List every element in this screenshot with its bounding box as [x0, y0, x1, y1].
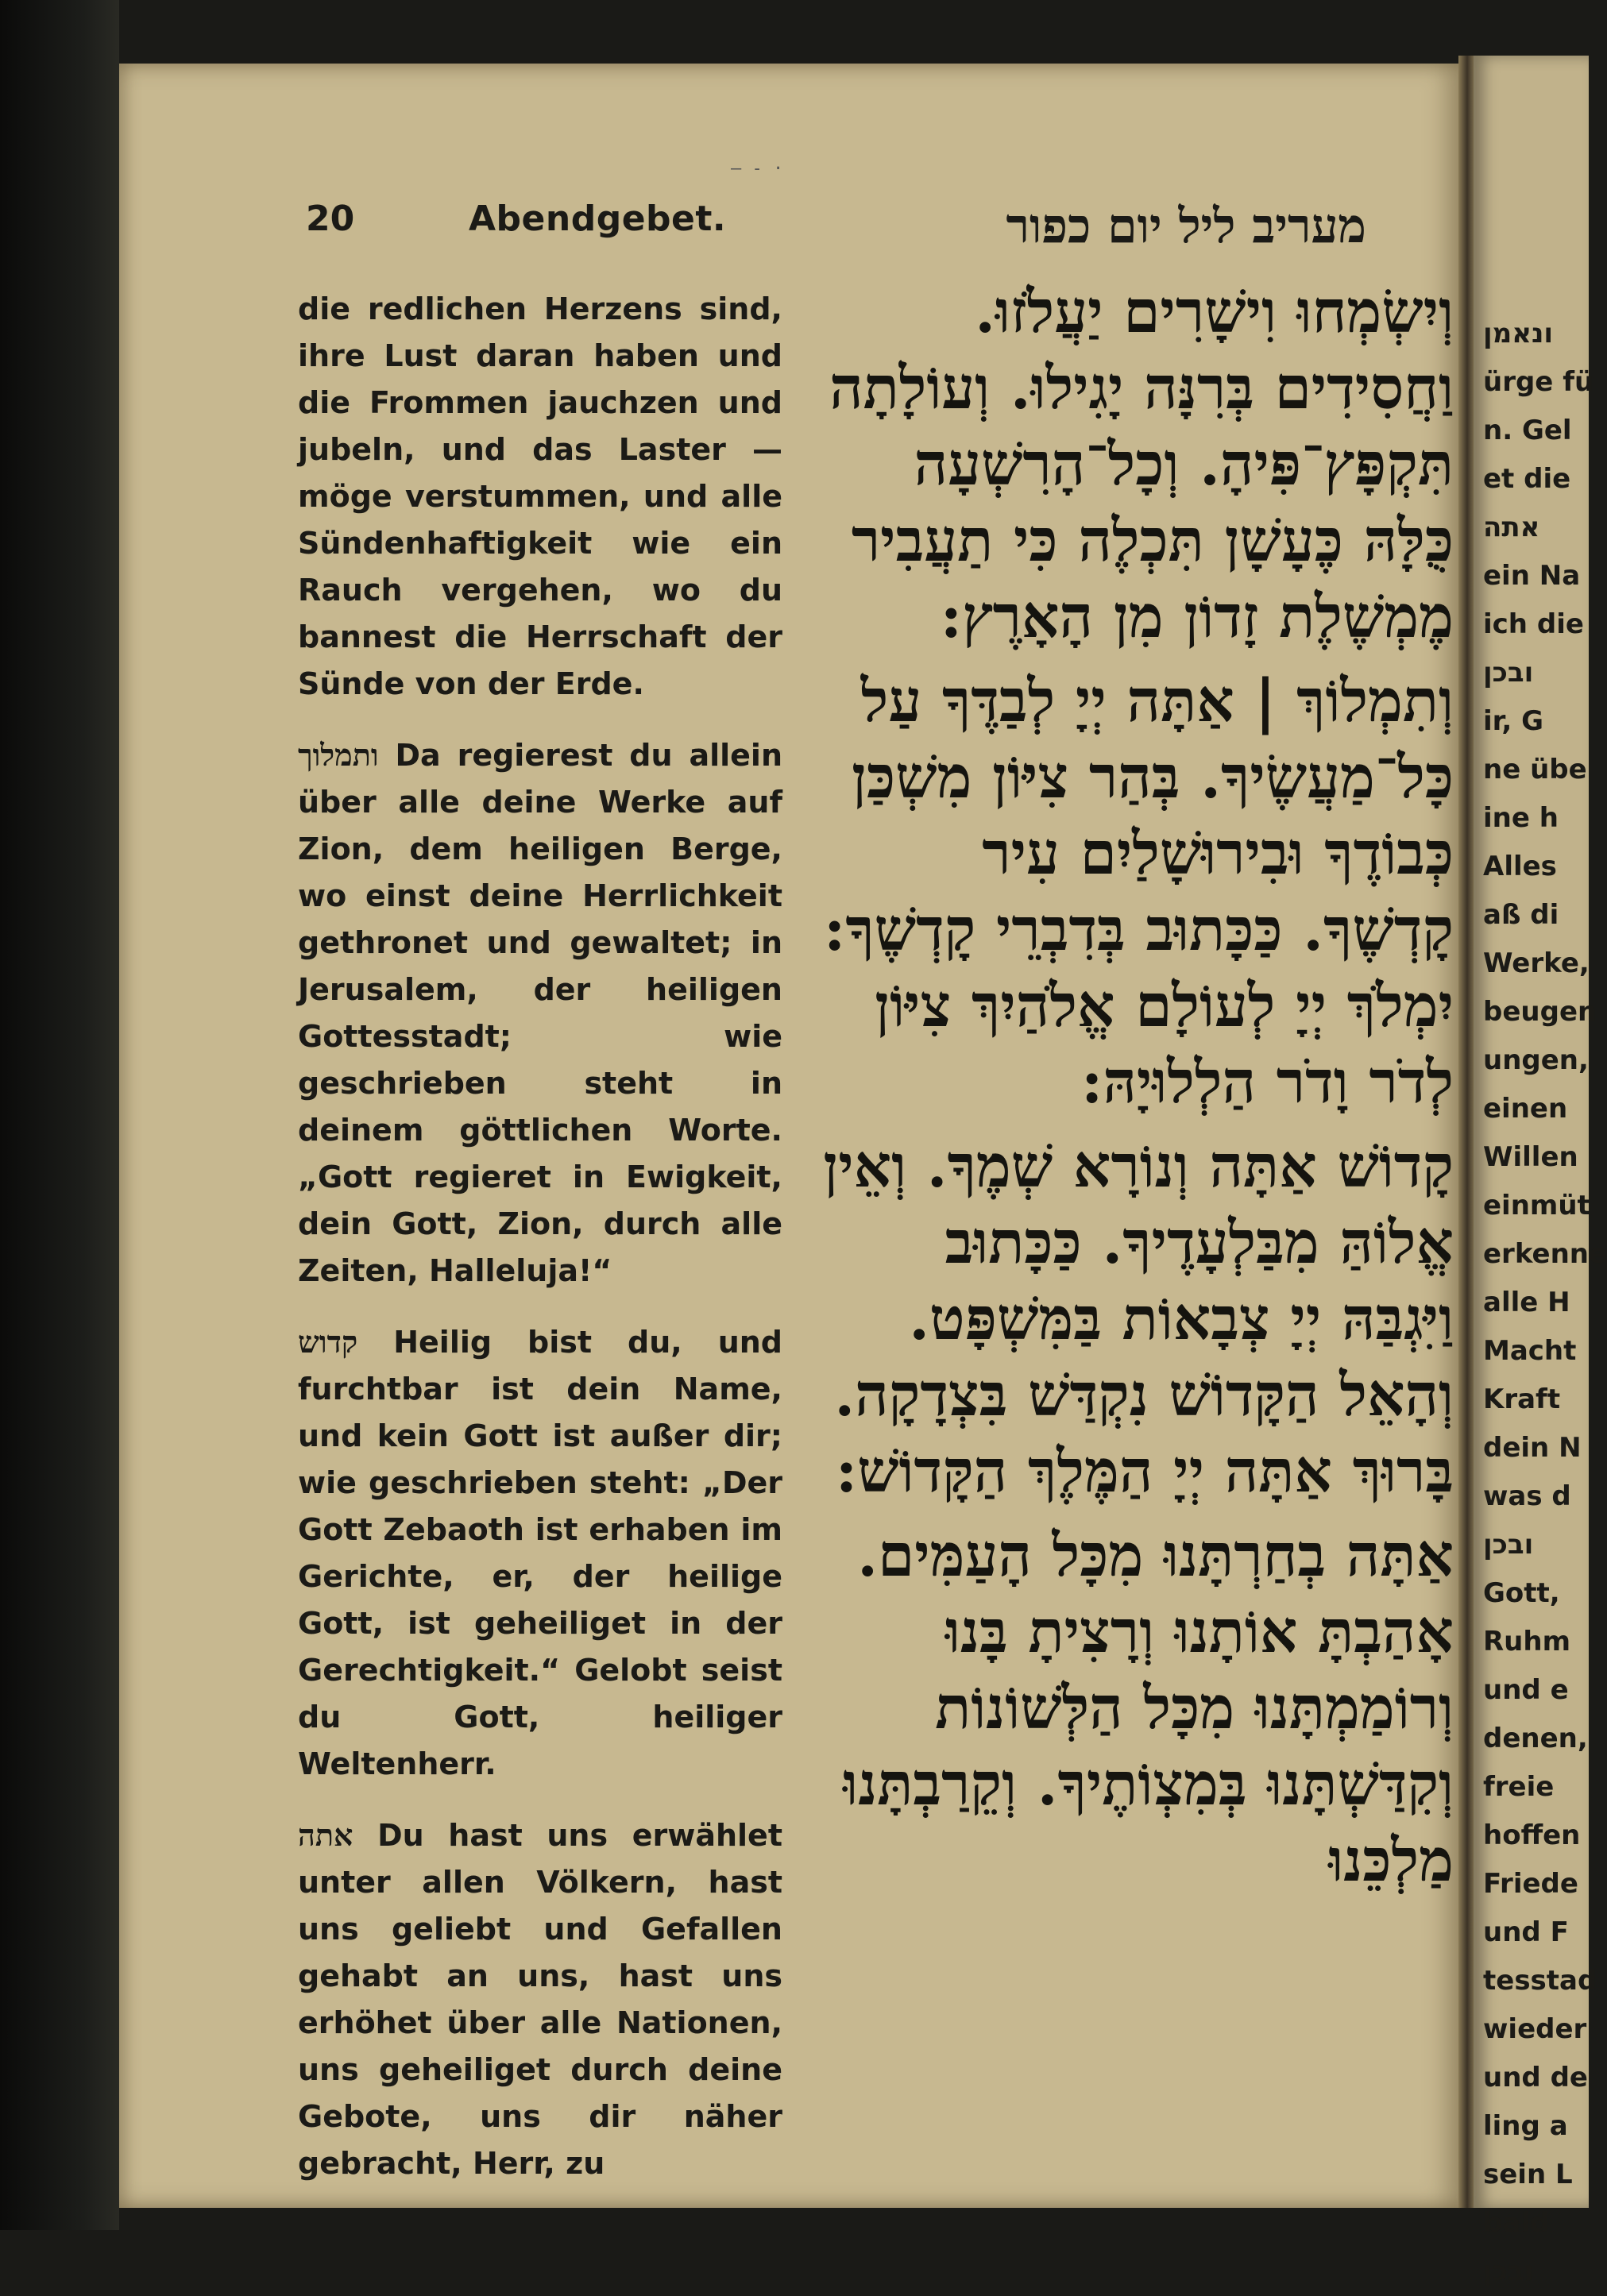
facing-page-line: Kraft [1483, 1383, 1561, 1415]
facing-page-line: beugen [1483, 996, 1597, 1028]
german-paragraph-2 [298, 731, 782, 1295]
facing-page-line: Alles [1483, 851, 1557, 882]
facing-page-line: und F [1483, 1916, 1569, 1948]
top-ornament [731, 159, 842, 164]
facing-page-line: sein L [1483, 2159, 1573, 2190]
facing-page [1474, 56, 1607, 2287]
facing-page-line: ling a [1483, 2110, 1568, 2142]
hebrew-keyword: ותמלוך [298, 737, 379, 773]
facing-page-line: Werke, [1483, 947, 1590, 979]
facing-page-line: und de [1483, 2062, 1588, 2093]
facing-page-line: hoffen [1483, 1819, 1581, 1851]
book-spine [0, 0, 119, 2230]
facing-page-line: ובכן [1483, 657, 1534, 689]
german-paragraph-text: Da regierest du allein über alle deine Werke auf Zion, dem heiligen Berge, wo einst deine Herrlichkeit gethronet und gewaltet; in Jerusalem, der heiligen Gottesstadt; wie geschrieben steht in deinem göttlichen Worte. „Gott regieret in Ewigkeit, dein Gott, Zion, durch alle Zeiten, Halleluja!“ [298, 738, 782, 1288]
german-paragraph-text: Du hast uns erwählet unter allen Völkern, hast uns geliebt und Gefallen gehabt an uns, hast uns erhöhet über alle Nationen, uns geheiliget durch deine Gebote, uns dir näher gebracht, Herr, zu [298, 1818, 782, 2181]
facing-page-line: freie [1483, 1771, 1555, 1803]
german-paragraph-4 [298, 1812, 782, 2187]
facing-page-line: n. Gel [1483, 415, 1572, 446]
facing-page-line: und e [1483, 1674, 1569, 1706]
facing-page-line: ungen, [1483, 1044, 1589, 1076]
facing-page-line: Ruhm [1483, 1626, 1571, 1657]
facing-page-line: ne übe [1483, 754, 1587, 785]
facing-page-line: bald [1483, 2207, 1550, 2239]
facing-page-line: alle H [1483, 1287, 1570, 1318]
hebrew-paragraph-1: וְיִשְׂמְחוּ וִישָׁרִים יַעֲלֹזוּ. וַחֲסִידִים בְּרִנָּה יָגִילוּ. וְעוֹלָתָה תִּקְפָּץ־פִּיהָ. וְכָל־הָרִשְׁעָה כֻּלָּהּ כֶּעָשָׁן תִּכְלֶה כִּי תַעֲבִיר מֶמְשֶׁלֶת זָדוֹן מִן הָאָרֶץ: [829, 278, 1454, 651]
facing-page-line: erkenne [1483, 1238, 1607, 1270]
facing-page-line: ein Na [1483, 560, 1581, 592]
facing-page-line: ürge fü [1483, 366, 1594, 398]
german-paragraph-3 [298, 1318, 782, 1788]
hebrew-paragraph-4: אַתָּה בְחַרְתָּנוּ מִכָּל הָעַמִּים. אָהַבְתָּ אוֹתָנוּ וְרָצִיתָ בָּנוּ וְרוֹמַמְתָּנוּ מִכָּל הַלְּשׁוֹנוֹת וְקִדַּשְׁתָּנוּ בְּמִצְוֹתֶיךָ. וְקֵרַבְתָּנוּ מַלְכֵּנוּ [843, 1522, 1454, 1895]
facing-page-line: ine h [1483, 802, 1559, 834]
facing-page-text [1483, 310, 1607, 2296]
facing-page-line: aß di [1483, 899, 1559, 931]
facing-page-line: ובכן [1483, 2255, 1534, 2287]
german-column [298, 286, 782, 2211]
facing-page-line: Gott, [1483, 1577, 1560, 1609]
facing-page-line: ir, G [1483, 705, 1544, 737]
facing-page-line: et die [1483, 463, 1571, 495]
german-paragraph-1: die redlichen Herzens sind, ihre Lust daran haben und die Frommen jauchzen und jubeln, und das Laster — möge verstummen, und alle Sündenhaftigkeit wie ein Rauch vergehen, wo du bannest die Herrschaft der Sünde von der Erde. [298, 291, 782, 701]
hebrew-title: מעריב ליל יום כפור [1006, 199, 1366, 254]
facing-page-line: ich die [1483, 608, 1584, 640]
page-number: 20 [306, 199, 355, 239]
facing-page-line: Willen [1483, 1141, 1578, 1173]
hebrew-paragraph-2: וְתִמְלוֹךְ | אַתָּה יְיָ לְבַדֶּךָ עַל כָּל־מַעֲשֶׂיךָ. בְּהַר צִיּוֹן מִשְׁכַּן כְּבוֹדֶךָ וּבִירוּשָׁלַיִם עִיר קָדְשֶׁךָ. כַּכָּתוּב בְּדִבְרֵי קָדְשֶׁךָ: יִמְלֹךְ יְיָ לְעוֹלָם אֱלֹהַיִךְ צִיּוֹן לְדֹר וָדֹר הַלְלוּיָהּ: [824, 667, 1454, 1117]
hebrew-column [818, 274, 1454, 1907]
facing-page-line: wieder [1483, 2013, 1587, 2045]
facing-page-line: Macht [1483, 1335, 1577, 1367]
facing-page-line: ונאמן [1483, 318, 1554, 349]
facing-page-line: Friede [1483, 1868, 1578, 1900]
hebrew-paragraph-3: קָדוֹשׁ אַתָּה וְנוֹרָא שְׁמֶךָ. וְאֵין אֱלוֹהַּ מִבַּלְעָדֶיךָ. כַּכָּתוּב וַיִּגְבַּהּ יְיָ צְבָאוֹת בַּמִּשְׁפָּט. וְהָאֵל הַקָּדוֹשׁ נִקְדַּשׁ בִּצְדָקָה. בָּרוּךְ אַתָּה יְיָ הַמֶּלֶךְ הַקָּדוֹשׁ: [823, 1133, 1454, 1506]
facing-page-line: einen [1483, 1093, 1568, 1125]
german-paragraph-text: Heilig bist du, und furchtbar ist dein Name, und kein Gott ist außer dir; wie geschrieben steht: „Der Gott Zebaoth ist erhaben im Gerichte, er, der heilige Gott, ist geheiliget in der Gerechtigkeit.“ Gelobt seist du Gott, heiliger Weltenherr. [298, 1325, 783, 1781]
facing-page-line: ובכן [1483, 1529, 1534, 1561]
facing-page-line: was d [1483, 1480, 1571, 1512]
hebrew-keyword: אתה [298, 1817, 353, 1853]
facing-page-line: denen, [1483, 1723, 1588, 1754]
facing-page-line: אתה [1483, 511, 1540, 543]
facing-page-line: einmüt [1483, 1190, 1590, 1221]
facing-page-line: tesstad [1483, 1965, 1597, 1997]
running-head: Abendgebet. [469, 199, 727, 239]
hebrew-keyword: קדוש [298, 1324, 358, 1360]
facing-page-line: dein N [1483, 1432, 1582, 1464]
